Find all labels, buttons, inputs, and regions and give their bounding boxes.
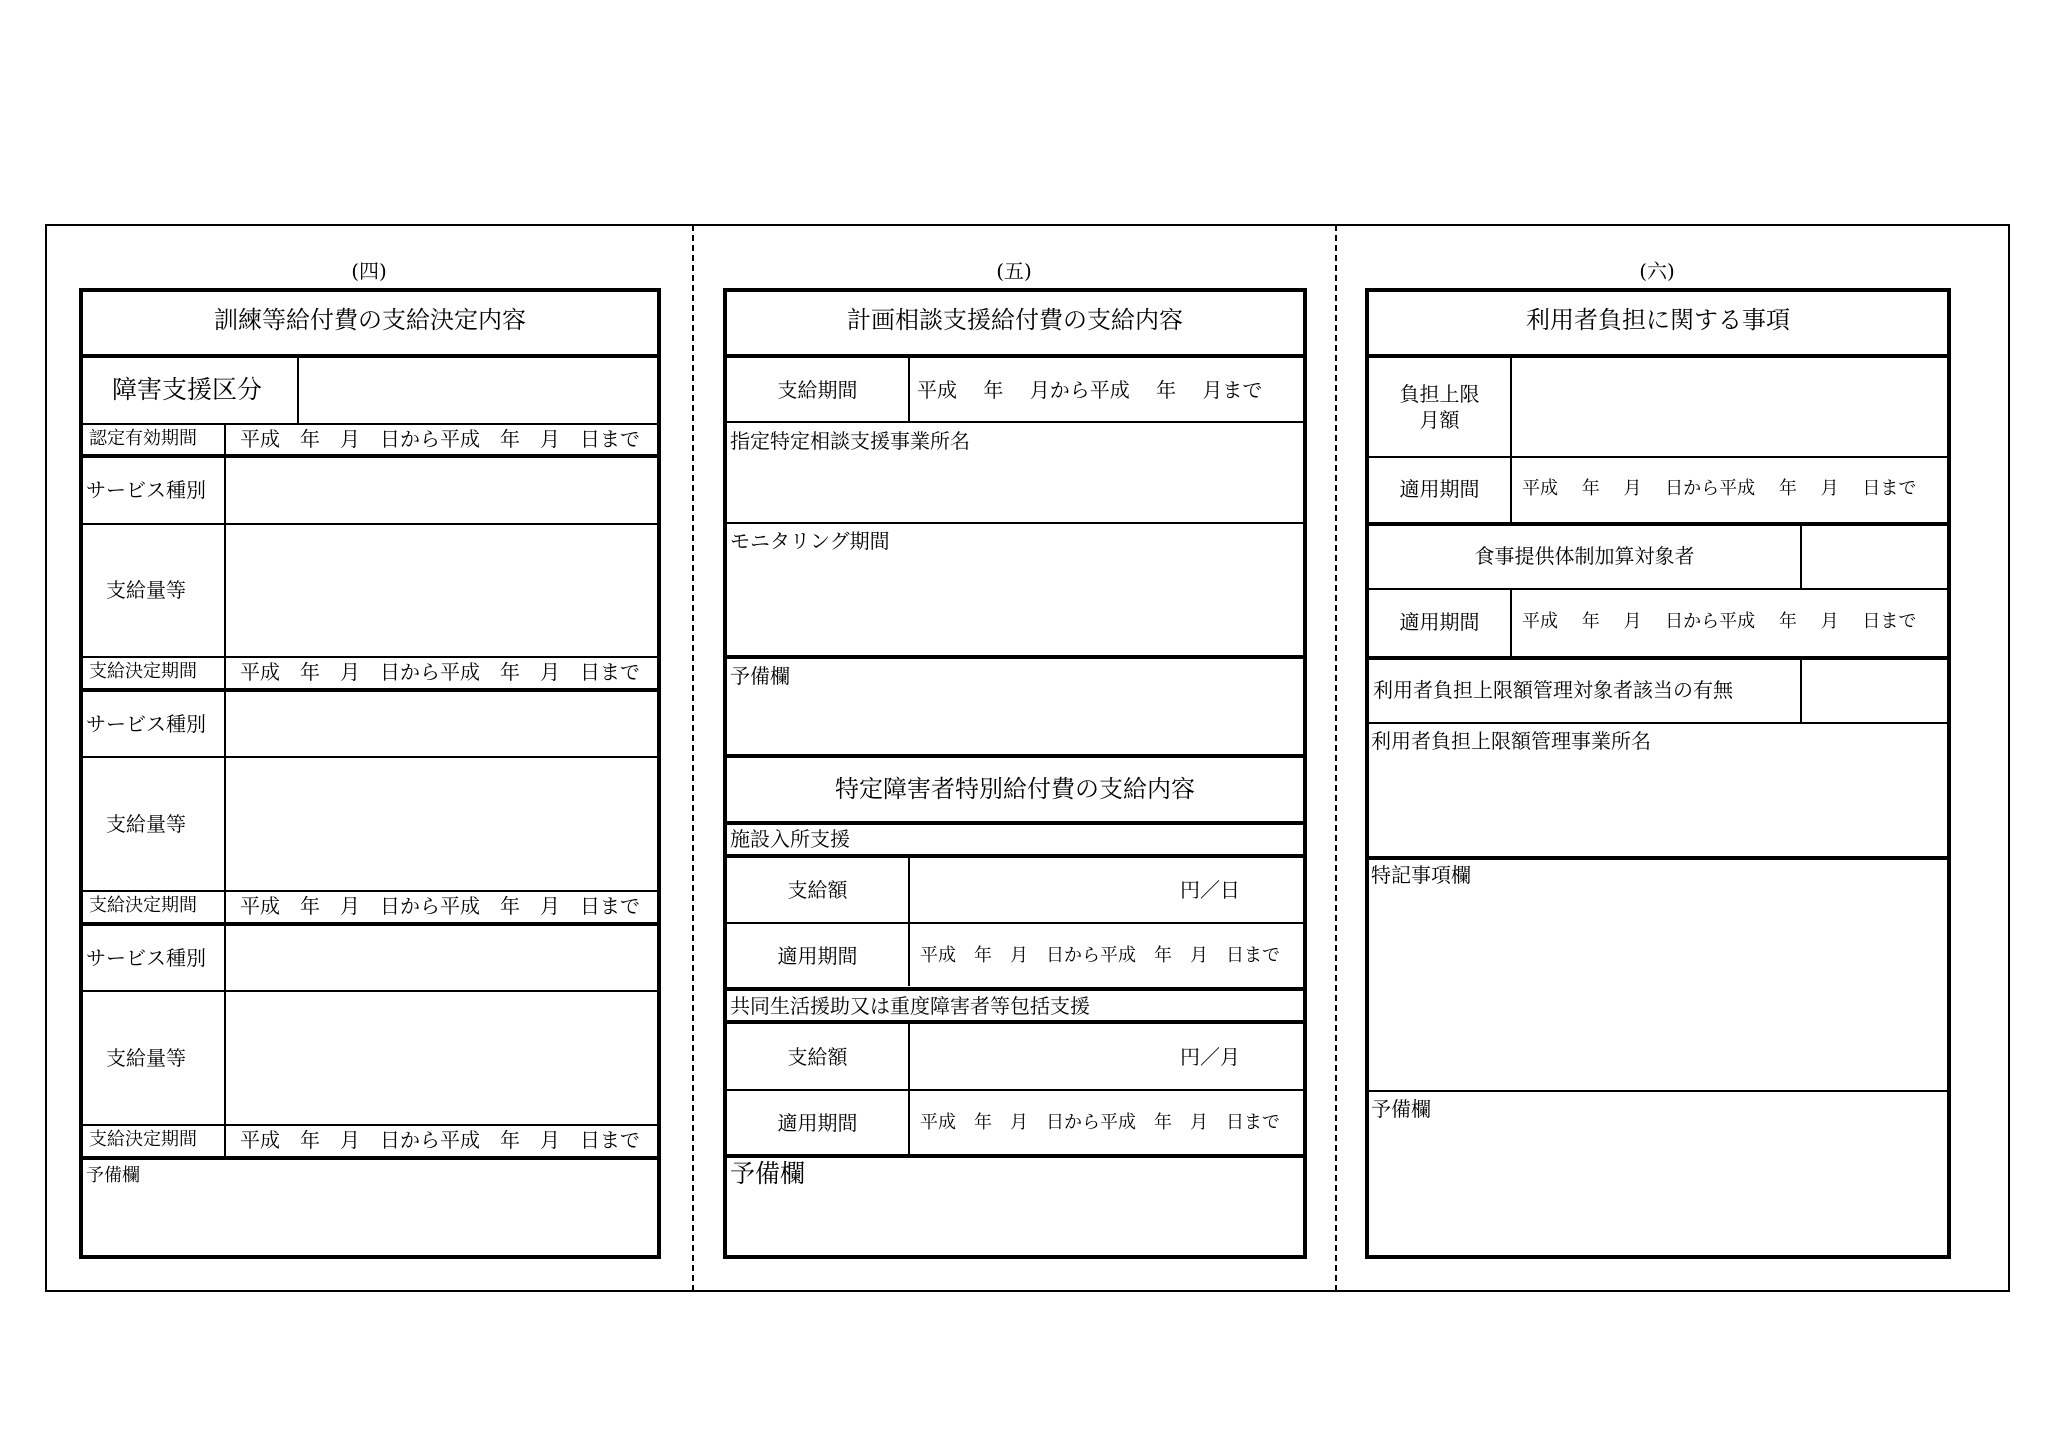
decision-period-value: 平成 年 月 日から平成 年 月 日まで (240, 1128, 640, 1152)
limit-management-office-label: 利用者負担上限額管理事業所名 (1371, 729, 1651, 753)
panel-4-label: (四) (351, 259, 387, 283)
reserve-label: 予備欄 (730, 1159, 806, 1188)
panel-6-title: 利用者負担に関する事項 (1526, 306, 1790, 334)
panel-4-title: 訓練等給付費の支給決定内容 (214, 306, 526, 334)
limit-period-label: 適用期間 (1399, 477, 1480, 501)
group-period-value: 平成 年 月 日から平成 年 月 日まで (920, 1112, 1280, 1133)
facility-support-label: 施設入所支援 (730, 827, 850, 851)
panel-5-title: 計画相談支援給付費の支給内容 (847, 306, 1183, 334)
service-type-label: サービス種別 (86, 946, 206, 970)
meal-period-value: 平成 年 月 日から平成 年 月 日まで (1522, 611, 1917, 632)
service-type-label: サービス種別 (86, 478, 206, 502)
special-benefit-title: 特定障害者特別給付費の支給内容 (835, 775, 1195, 803)
facility-period-label: 適用期間 (777, 944, 858, 968)
fold-line-left (692, 225, 694, 1291)
supply-period-label: 支給期間 (777, 378, 858, 402)
fold-line-right (1335, 225, 1337, 1291)
supply-amount-label: 支給量等 (106, 578, 186, 602)
supply-amount-label: 支給量等 (106, 1046, 186, 1070)
supply-amount-label: 支給量等 (106, 812, 186, 836)
reserve-label: 予備欄 (730, 664, 790, 688)
office-name-label: 指定特定相談支援事業所名 (730, 429, 970, 453)
limit-period-value: 平成 年 月 日から平成 年 月 日まで (1522, 478, 1917, 499)
group-amount-label: 支給額 (787, 1045, 848, 1069)
meal-period-label: 適用期間 (1399, 610, 1480, 634)
cert-period-value: 平成 年 月 日から平成 年 月 日まで (240, 427, 640, 451)
monitoring-period-label: モニタリング期間 (730, 529, 890, 553)
facility-period-value: 平成 年 月 日から平成 年 月 日まで (920, 945, 1280, 966)
cert-period-label: 認定有効期間 (89, 428, 197, 449)
decision-period-label: 支給決定期間 (89, 1129, 197, 1150)
group-period-label: 適用期間 (777, 1111, 858, 1135)
panel-6-label: (六) (1639, 259, 1675, 283)
limit-management-target-label: 利用者負担上限額管理対象者該当の有無 (1373, 678, 1733, 702)
decision-period-value: 平成 年 月 日から平成 年 月 日まで (240, 894, 640, 918)
burden-limit-label: 負担上限 (1399, 382, 1480, 406)
panel-5-label: (五) (996, 259, 1032, 283)
disability-class-label: 障害支援区分 (112, 375, 263, 404)
reserve-label: 予備欄 (86, 1165, 140, 1186)
decision-period-label: 支給決定期間 (89, 895, 197, 916)
remarks-label: 特記事項欄 (1371, 863, 1471, 887)
burden-limit-label-2: 月額 (1419, 408, 1460, 432)
decision-period-label: 支給決定期間 (89, 661, 197, 682)
reserve-label: 予備欄 (1371, 1097, 1431, 1121)
service-type-label: サービス種別 (86, 712, 206, 736)
decision-period-value: 平成 年 月 日から平成 年 月 日まで (240, 660, 640, 684)
meal-provision-label: 食事提供体制加算対象者 (1474, 544, 1695, 568)
group-amount-unit: 円／月 (1180, 1045, 1240, 1069)
supply-period-value: 平成 年 月から平成 年 月まで (917, 378, 1263, 402)
group-living-label: 共同生活援助又は重度障害者等包括支援 (730, 994, 1090, 1018)
facility-amount-label: 支給額 (787, 878, 848, 902)
facility-amount-unit: 円／日 (1180, 878, 1240, 902)
